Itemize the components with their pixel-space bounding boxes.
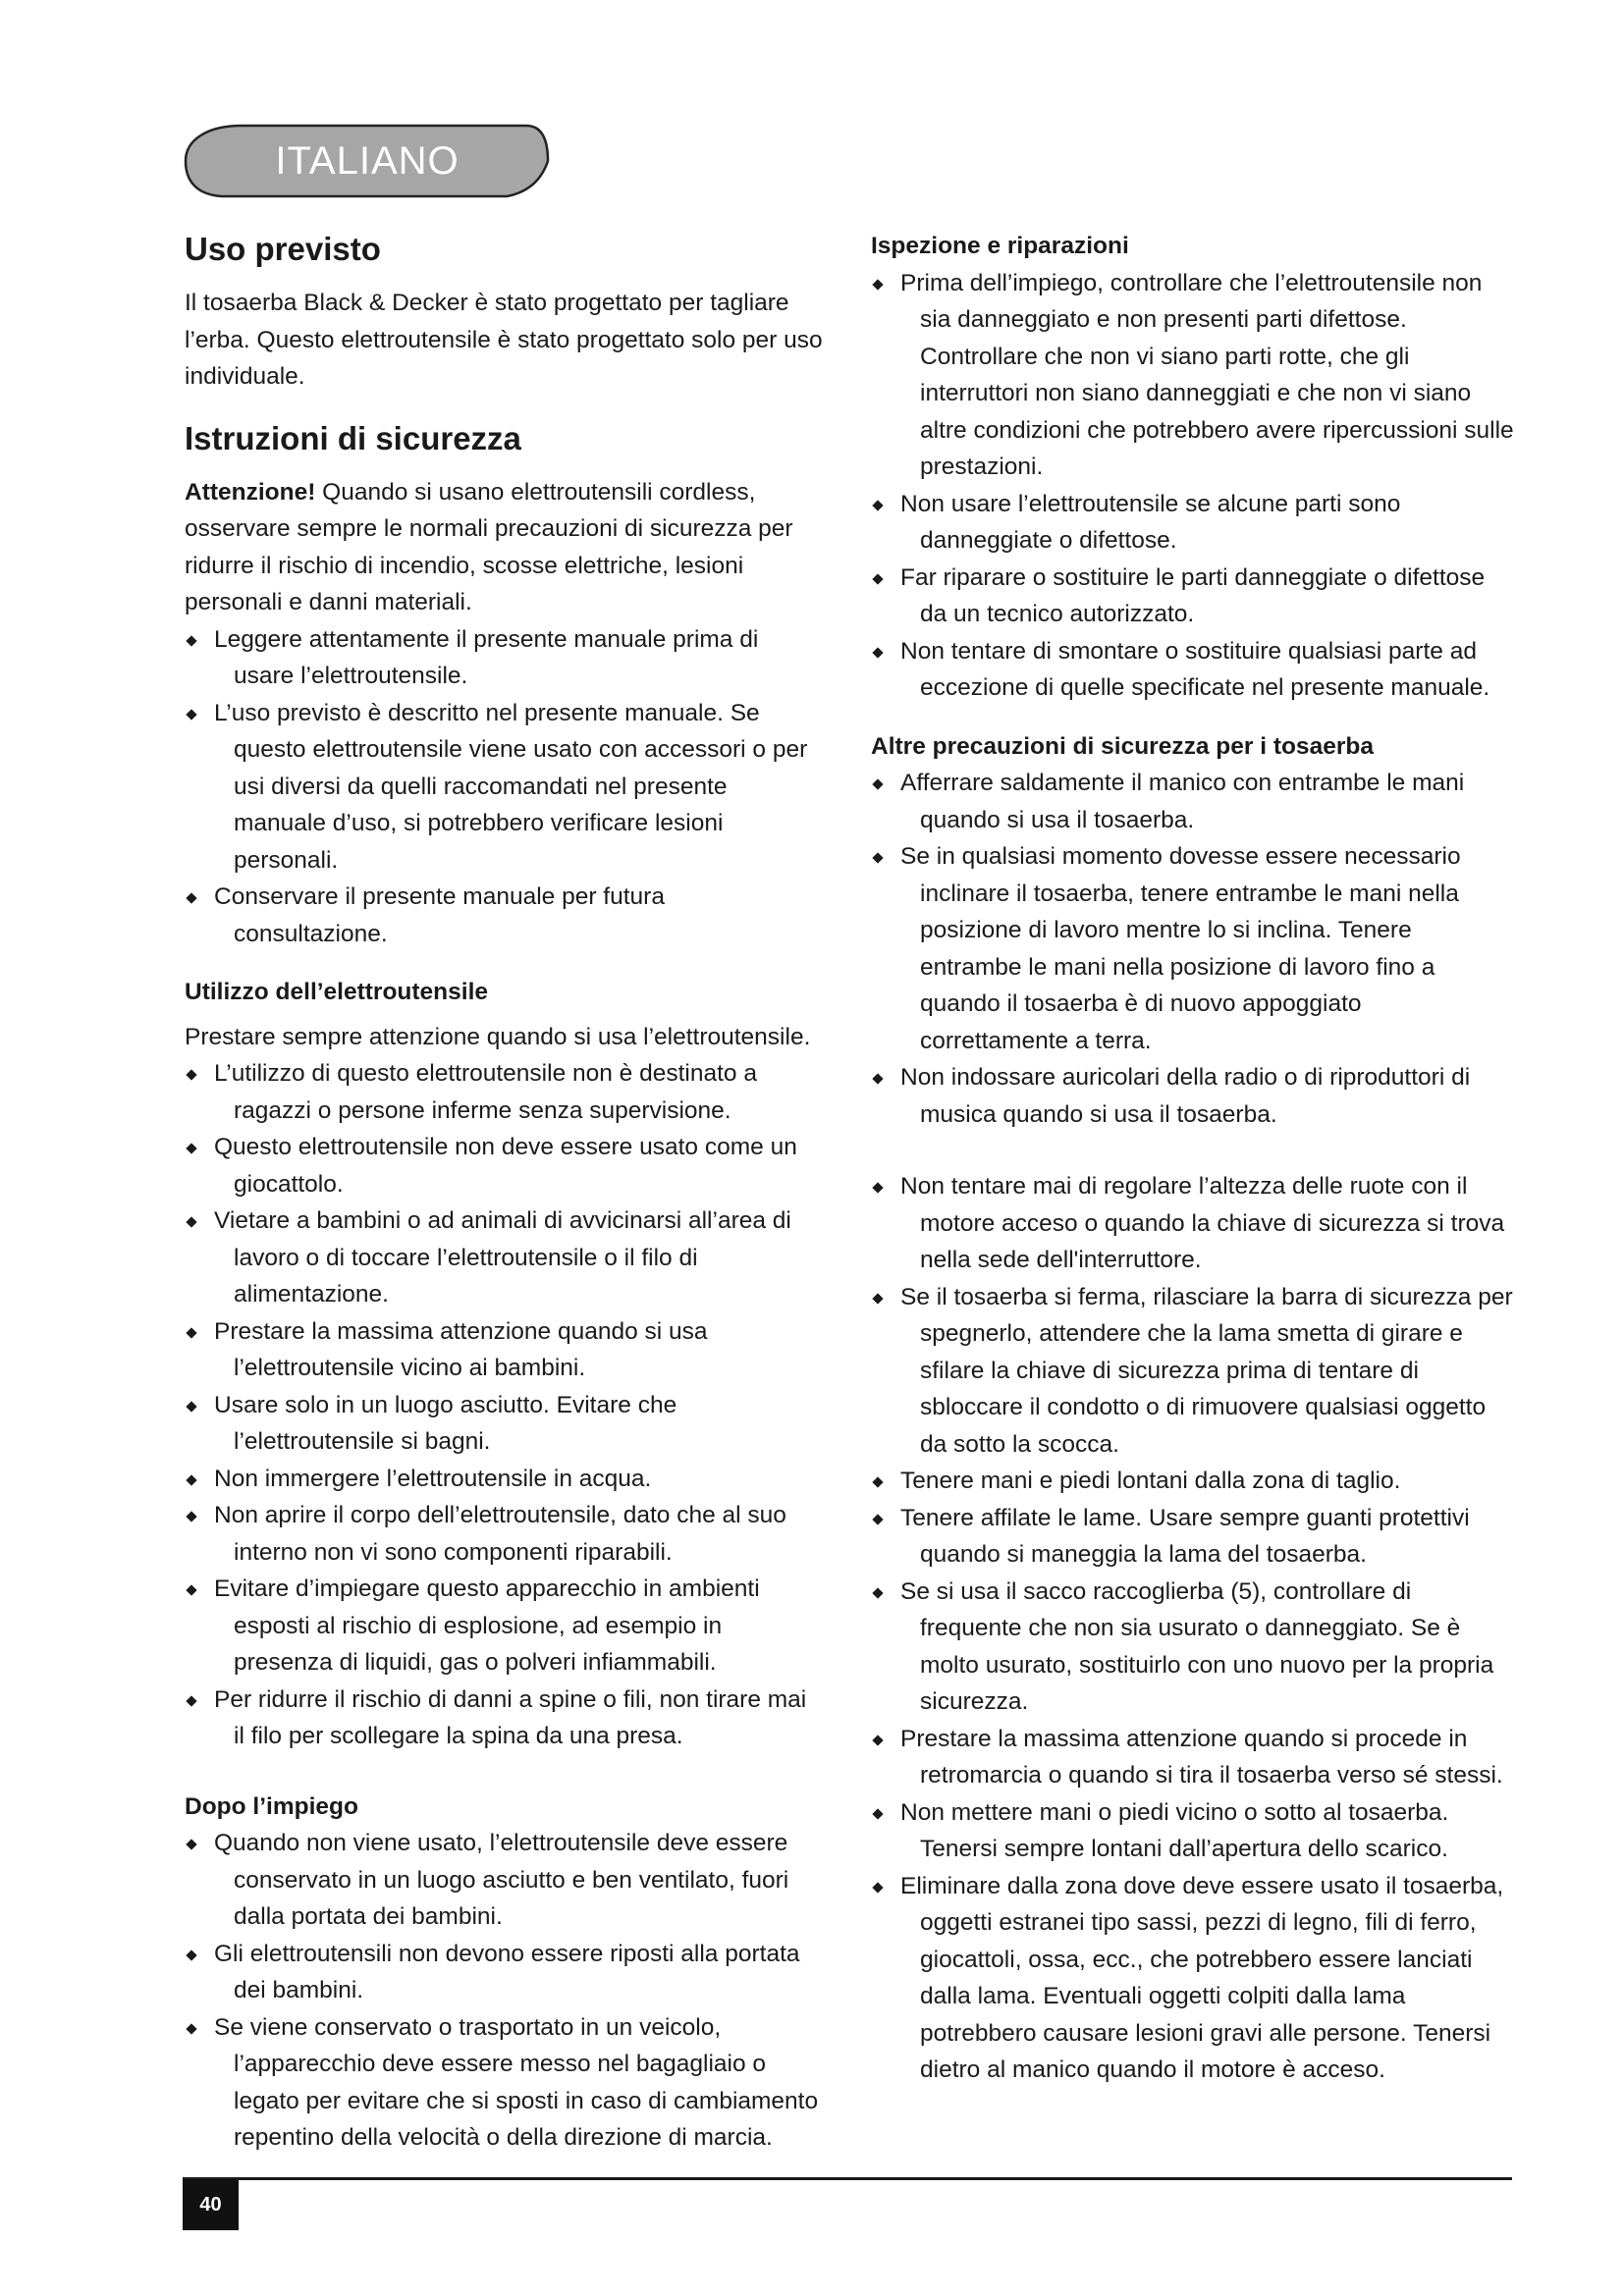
bullet-icon — [872, 852, 883, 863]
list-item: L’uso previsto è descritto nel presente manuale. Se questo elettroutensile viene usato con accessori o per usi diversi da quelli raccomandati nel presente manuale d’uso, si potrebbero verificare lesioni personali. — [185, 695, 823, 880]
bullet-icon — [186, 2023, 196, 2034]
mower-safety-list — [871, 765, 1514, 1133]
bullet-icon — [872, 573, 883, 584]
list-item: Non tentare mai di regolare l’altezza delle ruote con il motore acceso o quando la chiave di sicurezza si trova nella sede dell'interruttore. — [871, 1168, 1514, 1279]
list-item: Far riparare o sostituire le parti danneggiate o difettose da un tecnico autorizzato. — [871, 560, 1514, 633]
bullet-icon — [186, 892, 196, 903]
bullet-icon — [186, 635, 196, 646]
bullet-icon — [872, 647, 883, 658]
mower-safety-title: Altre precauzioni di sicurezza per i tosaerba — [871, 732, 1374, 760]
right-column — [871, 228, 1514, 2089]
intended-use-title: Uso previsto — [185, 231, 381, 267]
list-item: Non tentare di smontare o sostituire qualsiasi parte ad eccezione di quelle specificate nel presente manuale. — [871, 633, 1514, 707]
list-item: Non usare l’elettroutensile se alcune parti sono danneggiate o difettose. — [871, 486, 1514, 560]
bullet-icon — [872, 1587, 883, 1598]
bullet-icon — [872, 1476, 883, 1487]
warning-label: Attenzione! — [185, 478, 316, 506]
list-item: Vietare a bambini o ad animali di avvicinarsi all’area di lavoro o di toccare l’elettroutensile o il filo di alimentazione. — [185, 1202, 823, 1313]
list-item: Prestare la massima attenzione quando si usa l’elettroutensile vicino ai bambini. — [185, 1313, 823, 1387]
list-item: Gli elettroutensili non devono essere riposti alla portata dei bambini. — [185, 1936, 823, 2009]
list-item: Non mettere mani o piedi vicino o sotto al tosaerba. Tenersi sempre lontani dall’apertura dello scarico. — [871, 1794, 1514, 1868]
list-item: Non immergere l’elettroutensile in acqua. — [185, 1461, 823, 1498]
bullet-icon — [872, 1514, 883, 1524]
list-item: Tenere mani e piedi lontani dalla zona di taglio. — [871, 1463, 1514, 1500]
use-intro: Prestare sempre attenzione quando si usa l’elettroutensile. — [185, 1023, 811, 1050]
list-item: Prima dell’impiego, controllare che l’elettroutensile non sia danneggiato e non presenti parti difettose. Controllare che non vi siano parti rotte, che gli interruttori non siano danneggiati e che non vi siano altre condizioni che potrebbero avere ripercussioni sulle prestazioni. — [871, 265, 1514, 486]
page-number: 40 — [183, 2179, 239, 2230]
list-item: Se in qualsiasi momento dovesse essere necessario inclinare il tosaerba, tenere entrambe le mani nella posizione di lavoro mentre lo si inclina. Tenere entrambe le mani nella posizione di lavoro fino a quando il tosaerba è di nuovo appoggiato correttamente a terra. — [871, 838, 1514, 1059]
language-tab-label: ITALIANO — [275, 138, 460, 183]
bullet-icon — [186, 1327, 196, 1338]
list-item: Questo elettroutensile non deve essere usato come un giocattolo. — [185, 1129, 823, 1202]
list-item: Prestare la massima attenzione quando si procede in retromarcia o quando si tira il tosaerba verso sé stessi. — [871, 1721, 1514, 1794]
bullet-icon — [186, 1069, 196, 1080]
after-use-title: Dopo l’impiego — [185, 1792, 358, 1820]
list-item: Se il tosaerba si ferma, rilasciare la barra di sicurezza per spegnerlo, attendere che la lama smetta di girare e sfilare la chiave di sicurezza prima di tentare di sbloccare il condotto o di rimuovere qualsiasi oggetto da sotto la scocca. — [871, 1279, 1514, 1464]
list-item: Usare solo in un luogo asciutto. Evitare che l’elettroutensile si bagni. — [185, 1387, 823, 1461]
bullet-icon — [186, 1839, 196, 1849]
warning-text: Quando si usano elettroutensili cordless, osservare sempre le normali precauzioni di sicurezza per ridurre il rischio di incendio, scosse elettriche, lesioni personali e danni materiali. — [185, 478, 793, 615]
bullet-icon — [872, 1882, 883, 1893]
language-tab — [183, 122, 552, 200]
bullet-icon — [186, 1143, 196, 1153]
list-item: L’utilizzo di questo elettroutensile non è destinato a ragazzi o persone inferme senza supervisione. — [185, 1055, 823, 1129]
safety-title: Istruzioni di sicurezza — [185, 419, 521, 456]
safety-warning — [185, 474, 823, 621]
bullet-icon — [872, 1808, 883, 1819]
list-item: Per ridurre il rischio di danni a spine o fili, non tirare mai il filo per scollegare la spina da una presa. — [185, 1682, 823, 1755]
safety-list — [185, 621, 823, 953]
after-use-list — [185, 1825, 823, 2157]
footer-rule — [183, 2177, 1512, 2180]
bullet-icon — [186, 1584, 196, 1595]
bullet-icon — [872, 1735, 883, 1745]
use-title: Utilizzo dell’elettroutensile — [185, 979, 489, 1005]
list-item: Non indossare auricolari della radio o di riproduttori di musica quando si usa il tosaerba. — [871, 1059, 1514, 1133]
bullet-icon — [872, 1182, 883, 1193]
inspection-title: Ispezione e riparazioni — [871, 233, 1129, 259]
bullet-icon — [872, 1073, 883, 1084]
list-item: Leggere attentamente il presente manuale prima di usare l’elettroutensile. — [185, 621, 823, 695]
bullet-icon — [186, 709, 196, 720]
intended-use-text: Il tosaerba Black & Decker è stato progettato per tagliare l’erba. Questo elettroutensile è stato progettato solo per uso individuale. — [185, 290, 823, 390]
list-item: Eliminare dalla zona dove deve essere usato il tosaerba, oggetti estranei tipo sassi, pezzi di legno, fili di ferro, giocattoli, ossa, ecc., che potrebbero essere lanciati dalla lama. Eventuali oggetti colpiti dalla lama potrebbero causare lesioni gravi alle persone. Tenersi dietro al manico quando il motore è acceso. — [871, 1868, 1514, 2089]
bullet-icon — [186, 1949, 196, 1960]
bullet-icon — [186, 1401, 196, 1412]
bullet-icon — [186, 1511, 196, 1522]
list-item: Evitare d’impiegare questo apparecchio in ambienti esposti al rischio di esplosione, ad esempio in presenza di liquidi, gas o polveri infiammabili. — [185, 1571, 823, 1682]
bullet-icon — [186, 1216, 196, 1227]
bullet-icon — [872, 500, 883, 510]
list-item: Non aprire il corpo dell’elettroutensile, dato che al suo interno non vi sono componenti riparabili. — [185, 1497, 823, 1571]
list-item: Se viene conservato o trasportato in un veicolo, l’apparecchio deve essere messo nel bagagliaio o legato per evitare che si sposti in caso di cambiamento repentino della velocità o della direzione di marcia. — [185, 2009, 823, 2157]
mower-safety-list-continued — [871, 1168, 1514, 2089]
list-item: Afferrare saldamente il manico con entrambe le mani quando si usa il tosaerba. — [871, 765, 1514, 838]
use-list — [185, 1055, 823, 1755]
list-item: Se si usa il sacco raccoglierba (5), controllare di frequente che non sia usurato o danneggiato. Se è molto usurato, sostituirlo con uno nuovo per la propria sicurezza. — [871, 1574, 1514, 1721]
list-item: Quando non viene usato, l’elettroutensile deve essere conservato in un luogo asciutto e ben ventilato, fuori dalla portata dei bambini. — [185, 1825, 823, 1936]
inspection-list — [871, 265, 1514, 707]
bullet-icon — [872, 778, 883, 789]
list-item: Tenere affilate le lame. Usare sempre guanti protettivi quando si maneggia la lama del tosaerba. — [871, 1500, 1514, 1574]
left-column — [185, 228, 823, 2157]
bullet-icon — [872, 1293, 883, 1304]
list-item: Conservare il presente manuale per futura consultazione. — [185, 879, 823, 952]
bullet-icon — [872, 279, 883, 290]
bullet-icon — [186, 1695, 196, 1706]
bullet-icon — [186, 1474, 196, 1485]
